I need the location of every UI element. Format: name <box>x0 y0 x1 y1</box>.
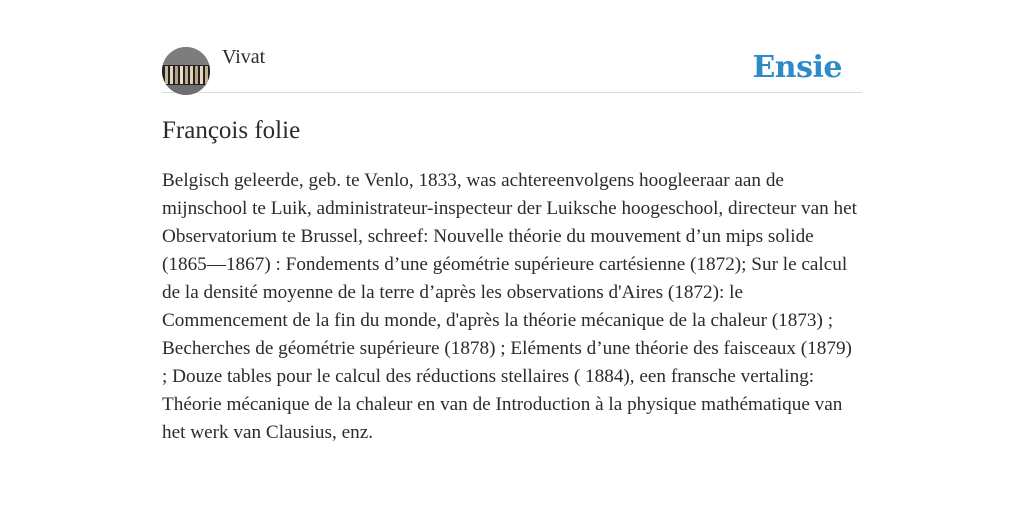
author-avatar[interactable] <box>162 47 210 95</box>
article-card <box>162 44 862 447</box>
book-spines-icon <box>162 47 210 95</box>
article-header <box>162 44 862 93</box>
article-body: Belgisch geleerde, geb. te Venlo, 1833, was achtereenvolgens hoogleeraar aan de mijnschool te Luik, administrateur-inspecteur der Luiksche hoogeschool, directeur van het Observatorium te Brussel, schreef: Nouvelle théorie du mouvement d’un mips solide (1865—1867) : Fondements d’une géométrie supérieure cartésienne (1872); Sur le calcul de la densité moyenne de la terre d’après les observations d'Aires (1872): le Commencement de la fin du monde, d'après la théorie mécanique de la chaleur (1873) ; Becherches de géométrie supérieure (1878) ; Eléments d’une théorie des faisceaux (1879) ; Douze tables pour le calcul des réductions stellaires ( 1884), een fransche vertaling: Théorie mécanique de la chaleur en van de Introduction à la physique mathématique van het werk van Clausius, enz. <box>162 170 857 443</box>
brand-logo[interactable]: Ensie <box>752 50 842 85</box>
article-title: François folie <box>162 117 301 144</box>
author-name[interactable]: Vivat <box>222 46 266 68</box>
